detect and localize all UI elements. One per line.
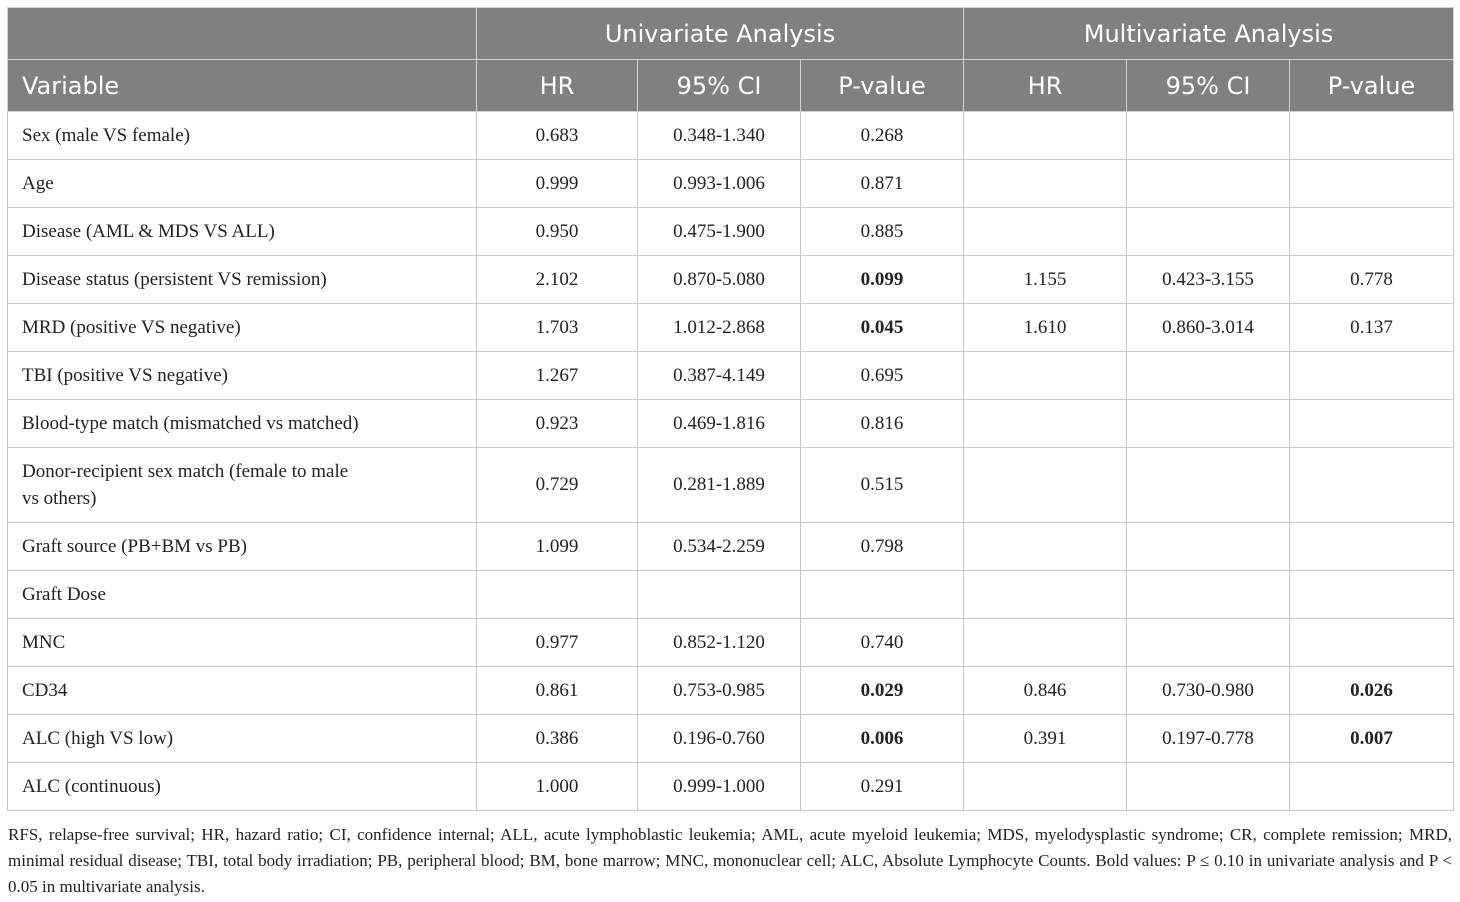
uni-hr-cell: 0.950 <box>477 208 638 256</box>
table-row <box>8 352 1454 400</box>
multi-pvalue-cell: 0.007 <box>1290 715 1454 763</box>
table-row <box>8 208 1454 256</box>
multi-pvalue-cell <box>1290 400 1454 448</box>
multi-hr-cell <box>964 400 1127 448</box>
uni-ci-cell: 0.196-0.760 <box>638 715 801 763</box>
multi-hr-cell <box>964 523 1127 571</box>
uni-pvalue-cell <box>801 571 964 619</box>
uni-pvalue-cell: 0.291 <box>801 763 964 811</box>
empty-header-cell <box>8 8 477 60</box>
uni-pvalue-header: P-value <box>801 60 964 112</box>
uni-hr-cell: 2.102 <box>477 256 638 304</box>
multi-pvalue-cell <box>1290 112 1454 160</box>
column-header-row <box>8 60 1454 112</box>
uni-ci-cell: 0.387-4.149 <box>638 352 801 400</box>
uni-ci-cell: 0.870-5.080 <box>638 256 801 304</box>
multi-hr-cell <box>964 448 1127 523</box>
variable-cell: TBI (positive VS negative) <box>8 352 477 400</box>
uni-ci-cell: 0.753-0.985 <box>638 667 801 715</box>
multi-pvalue-cell <box>1290 571 1454 619</box>
multi-hr-cell: 0.391 <box>964 715 1127 763</box>
uni-pvalue-cell: 0.798 <box>801 523 964 571</box>
uni-pvalue-cell: 0.515 <box>801 448 964 523</box>
table-row <box>8 571 1454 619</box>
table-row <box>8 715 1454 763</box>
multi-ci-cell <box>1127 523 1290 571</box>
multi-ci-cell <box>1127 112 1290 160</box>
multi-pvalue-cell: 0.778 <box>1290 256 1454 304</box>
uni-ci-cell: 1.012-2.868 <box>638 304 801 352</box>
uni-pvalue-cell: 0.695 <box>801 352 964 400</box>
uni-hr-cell: 1.703 <box>477 304 638 352</box>
uni-ci-cell <box>638 571 801 619</box>
variable-cell: MNC <box>8 619 477 667</box>
uni-ci-cell: 0.281-1.889 <box>638 448 801 523</box>
multi-ci-cell <box>1127 448 1290 523</box>
variable-cell: Blood-type match (mismatched vs matched) <box>8 400 477 448</box>
multi-hr-cell <box>964 112 1127 160</box>
multi-pvalue-cell <box>1290 352 1454 400</box>
variable-cell: CD34 <box>8 667 477 715</box>
uni-ci-cell: 0.469-1.816 <box>638 400 801 448</box>
variable-cell: ALC (continuous) <box>8 763 477 811</box>
uni-ci-header: 95% CI <box>638 60 801 112</box>
multi-hr-cell <box>964 763 1127 811</box>
multi-hr-cell <box>964 160 1127 208</box>
table-row <box>8 160 1454 208</box>
uni-pvalue-cell: 0.006 <box>801 715 964 763</box>
multi-pvalue-header: P-value <box>1290 60 1454 112</box>
uni-ci-cell: 0.852-1.120 <box>638 619 801 667</box>
univariate-group-header: Univariate Analysis <box>477 8 964 60</box>
analysis-table <box>7 7 1454 811</box>
uni-ci-cell: 0.534-2.259 <box>638 523 801 571</box>
uni-hr-cell: 0.683 <box>477 112 638 160</box>
variable-cell: MRD (positive VS negative) <box>8 304 477 352</box>
variable-line: vs others) <box>22 488 97 509</box>
multi-ci-cell <box>1127 763 1290 811</box>
variable-cell: Disease (AML & MDS VS ALL) <box>8 208 477 256</box>
multi-ci-cell: 0.197-0.778 <box>1127 715 1290 763</box>
multi-ci-cell <box>1127 619 1290 667</box>
uni-ci-cell: 0.475-1.900 <box>638 208 801 256</box>
uni-pvalue-cell: 0.045 <box>801 304 964 352</box>
multi-ci-cell <box>1127 352 1290 400</box>
multi-hr-cell: 1.610 <box>964 304 1127 352</box>
table-row <box>8 667 1454 715</box>
table-row <box>8 763 1454 811</box>
multi-hr-cell: 0.846 <box>964 667 1127 715</box>
table-row <box>8 112 1454 160</box>
multi-pvalue-cell <box>1290 208 1454 256</box>
variable-cell: Disease status (persistent VS remission) <box>8 256 477 304</box>
variable-cell: Graft source (PB+BM vs PB) <box>8 523 477 571</box>
multi-hr-cell <box>964 352 1127 400</box>
table-footnote: RFS, relapse-free survival; HR, hazard ratio; CI, confidence internal; ALL, acute lymphoblastic leukemia; AML, acute myeloid leukemia; MDS, myelodysplastic syndrome; CR, complete remission; MRD, minimal residual disease; TBI, total body irradiation; PB, peripheral blood; BM, bone marrow; MNC, mononuclear cell; ALC, Absolute Lymphocyte Counts. Bold values: P ≤ 0.10 in univariate analysis and P < 0.05 in multivariate analysis. <box>8 825 1452 896</box>
variable-column-header: Variable <box>8 60 477 112</box>
multivariate-group-header: Multivariate Analysis <box>964 8 1454 60</box>
multi-pvalue-cell <box>1290 160 1454 208</box>
multi-pvalue-cell <box>1290 763 1454 811</box>
uni-pvalue-cell: 0.099 <box>801 256 964 304</box>
uni-hr-cell: 0.729 <box>477 448 638 523</box>
uni-pvalue-cell: 0.740 <box>801 619 964 667</box>
uni-pvalue-cell: 0.268 <box>801 112 964 160</box>
multi-pvalue-cell <box>1290 523 1454 571</box>
table-row <box>8 448 1454 523</box>
variable-line: Donor-recipient sex match (female to male <box>22 461 349 482</box>
multi-ci-cell <box>1127 571 1290 619</box>
multi-pvalue-cell <box>1290 448 1454 523</box>
uni-ci-cell: 0.999-1.000 <box>638 763 801 811</box>
uni-pvalue-cell: 0.816 <box>801 400 964 448</box>
multi-ci-cell: 0.860-3.014 <box>1127 304 1290 352</box>
uni-pvalue-cell: 0.885 <box>801 208 964 256</box>
uni-pvalue-cell: 0.871 <box>801 160 964 208</box>
multi-hr-cell <box>964 619 1127 667</box>
table-row <box>8 304 1454 352</box>
table-row <box>8 256 1454 304</box>
uni-hr-cell: 0.999 <box>477 160 638 208</box>
variable-cell: Age <box>8 160 477 208</box>
multi-ci-cell <box>1127 208 1290 256</box>
variable-cell: Sex (male VS female) <box>8 112 477 160</box>
uni-hr-cell: 1.000 <box>477 763 638 811</box>
table-row <box>8 400 1454 448</box>
multi-ci-header: 95% CI <box>1127 60 1290 112</box>
multi-pvalue-cell: 0.137 <box>1290 304 1454 352</box>
uni-hr-cell: 0.386 <box>477 715 638 763</box>
multi-pvalue-cell <box>1290 619 1454 667</box>
uni-hr-header: HR <box>477 60 638 112</box>
uni-pvalue-cell: 0.029 <box>801 667 964 715</box>
uni-ci-cell: 0.348-1.340 <box>638 112 801 160</box>
uni-hr-cell: 0.861 <box>477 667 638 715</box>
uni-hr-cell: 0.977 <box>477 619 638 667</box>
multi-ci-cell <box>1127 160 1290 208</box>
uni-hr-cell: 1.267 <box>477 352 638 400</box>
uni-ci-cell: 0.993-1.006 <box>638 160 801 208</box>
uni-hr-cell <box>477 571 638 619</box>
multi-pvalue-cell: 0.026 <box>1290 667 1454 715</box>
multi-hr-cell <box>964 571 1127 619</box>
multi-hr-cell <box>964 208 1127 256</box>
multi-hr-cell: 1.155 <box>964 256 1127 304</box>
table-row <box>8 619 1454 667</box>
multi-ci-cell: 0.423-3.155 <box>1127 256 1290 304</box>
uni-hr-cell: 0.923 <box>477 400 638 448</box>
multi-ci-cell: 0.730-0.980 <box>1127 667 1290 715</box>
multi-ci-cell <box>1127 400 1290 448</box>
variable-cell <box>8 448 477 523</box>
uni-hr-cell: 1.099 <box>477 523 638 571</box>
group-header-row <box>8 8 1454 60</box>
variable-cell: Graft Dose <box>8 571 477 619</box>
variable-cell: ALC (high VS low) <box>8 715 477 763</box>
multi-hr-header: HR <box>964 60 1127 112</box>
table-row <box>8 523 1454 571</box>
table-body <box>8 112 1454 811</box>
